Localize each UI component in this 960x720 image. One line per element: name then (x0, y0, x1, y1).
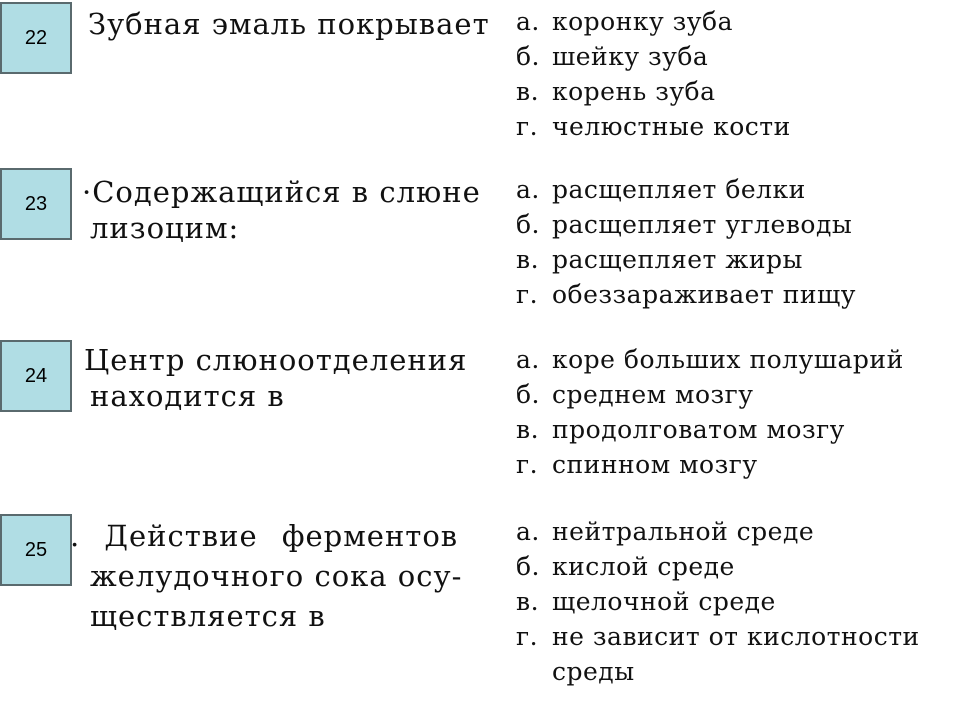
answer-option (516, 39, 936, 74)
question-text-line: желудочного сока осу- (90, 559, 463, 593)
question-text (82, 174, 482, 246)
answer-option (516, 172, 936, 207)
answer-list (516, 342, 936, 482)
answer-option (516, 342, 936, 377)
answer-letter: б. (516, 42, 540, 71)
answer-letter: г. (516, 112, 539, 141)
question-text (88, 6, 488, 42)
answer-text: продолговатом мозгу (552, 415, 845, 444)
answer-letter: а. (516, 517, 540, 546)
answer-list (516, 172, 936, 312)
answer-option (516, 514, 936, 549)
answer-option (516, 207, 936, 242)
answer-letter: а. (516, 345, 540, 374)
answer-letter: б. (516, 210, 540, 239)
question-text-line: находится в (90, 379, 285, 413)
answer-option (516, 412, 936, 447)
answer-text: кислой среде (552, 552, 735, 581)
answer-text: щелочной среде (552, 587, 776, 616)
answer-letter: б. (516, 552, 540, 581)
answer-text: шейку зуба (552, 42, 709, 71)
answer-option (516, 619, 936, 689)
answer-text: расщепляет жиры (552, 245, 803, 274)
answer-option (516, 377, 936, 412)
answer-list (516, 4, 936, 144)
answer-option (516, 109, 936, 144)
question-text-line: ·Содержащийся в слюне (82, 175, 481, 209)
answer-text: спинном мозгу (552, 450, 758, 479)
answer-text: обеззараживает пищу (552, 280, 856, 309)
question-text-line: Зубная эмаль покрывает (88, 7, 490, 41)
question-text (70, 516, 470, 636)
answer-list (516, 514, 936, 689)
answer-option (516, 4, 936, 39)
answer-option (516, 447, 936, 482)
answer-text: корень зуба (552, 77, 716, 106)
answer-text: расщепляет белки (552, 175, 806, 204)
answer-letter: в. (516, 77, 540, 106)
answer-option (516, 584, 936, 619)
question-number-badge: 24 (0, 340, 72, 412)
answer-text: нейтральной среде (552, 517, 815, 546)
answer-letter: г. (516, 622, 539, 651)
answer-option (516, 549, 936, 584)
answer-text: расщепляет углеводы (552, 210, 853, 239)
answer-text: коре больших полушарий (552, 345, 904, 374)
answer-letter: б. (516, 380, 540, 409)
answer-text: коронку зуба (552, 7, 733, 36)
answer-letter: в. (516, 587, 540, 616)
answer-option (516, 242, 936, 277)
answer-letter: г. (516, 280, 539, 309)
answer-option (516, 74, 936, 109)
answer-letter: в. (516, 415, 540, 444)
question-text (84, 342, 484, 414)
answer-letter: г. (516, 450, 539, 479)
question-text-line: ществляется в (90, 599, 326, 633)
question-text-line: Центр слюноотделения (84, 343, 468, 377)
answer-letter: а. (516, 175, 540, 204)
question-text-line: . Действие ферментов (70, 519, 459, 553)
answer-text: челюстные кости (552, 112, 791, 141)
answer-letter: а. (516, 7, 540, 36)
answer-option (516, 277, 936, 312)
question-number-badge: 25 (0, 514, 72, 586)
question-text-line: лизоцим: (90, 211, 240, 245)
question-number-badge: 23 (0, 168, 72, 240)
answer-letter: в. (516, 245, 540, 274)
answer-text: среднем мозгу (552, 380, 754, 409)
question-number-badge: 22 (0, 2, 72, 74)
answer-text: не зависит от кислотности среды (552, 622, 920, 686)
